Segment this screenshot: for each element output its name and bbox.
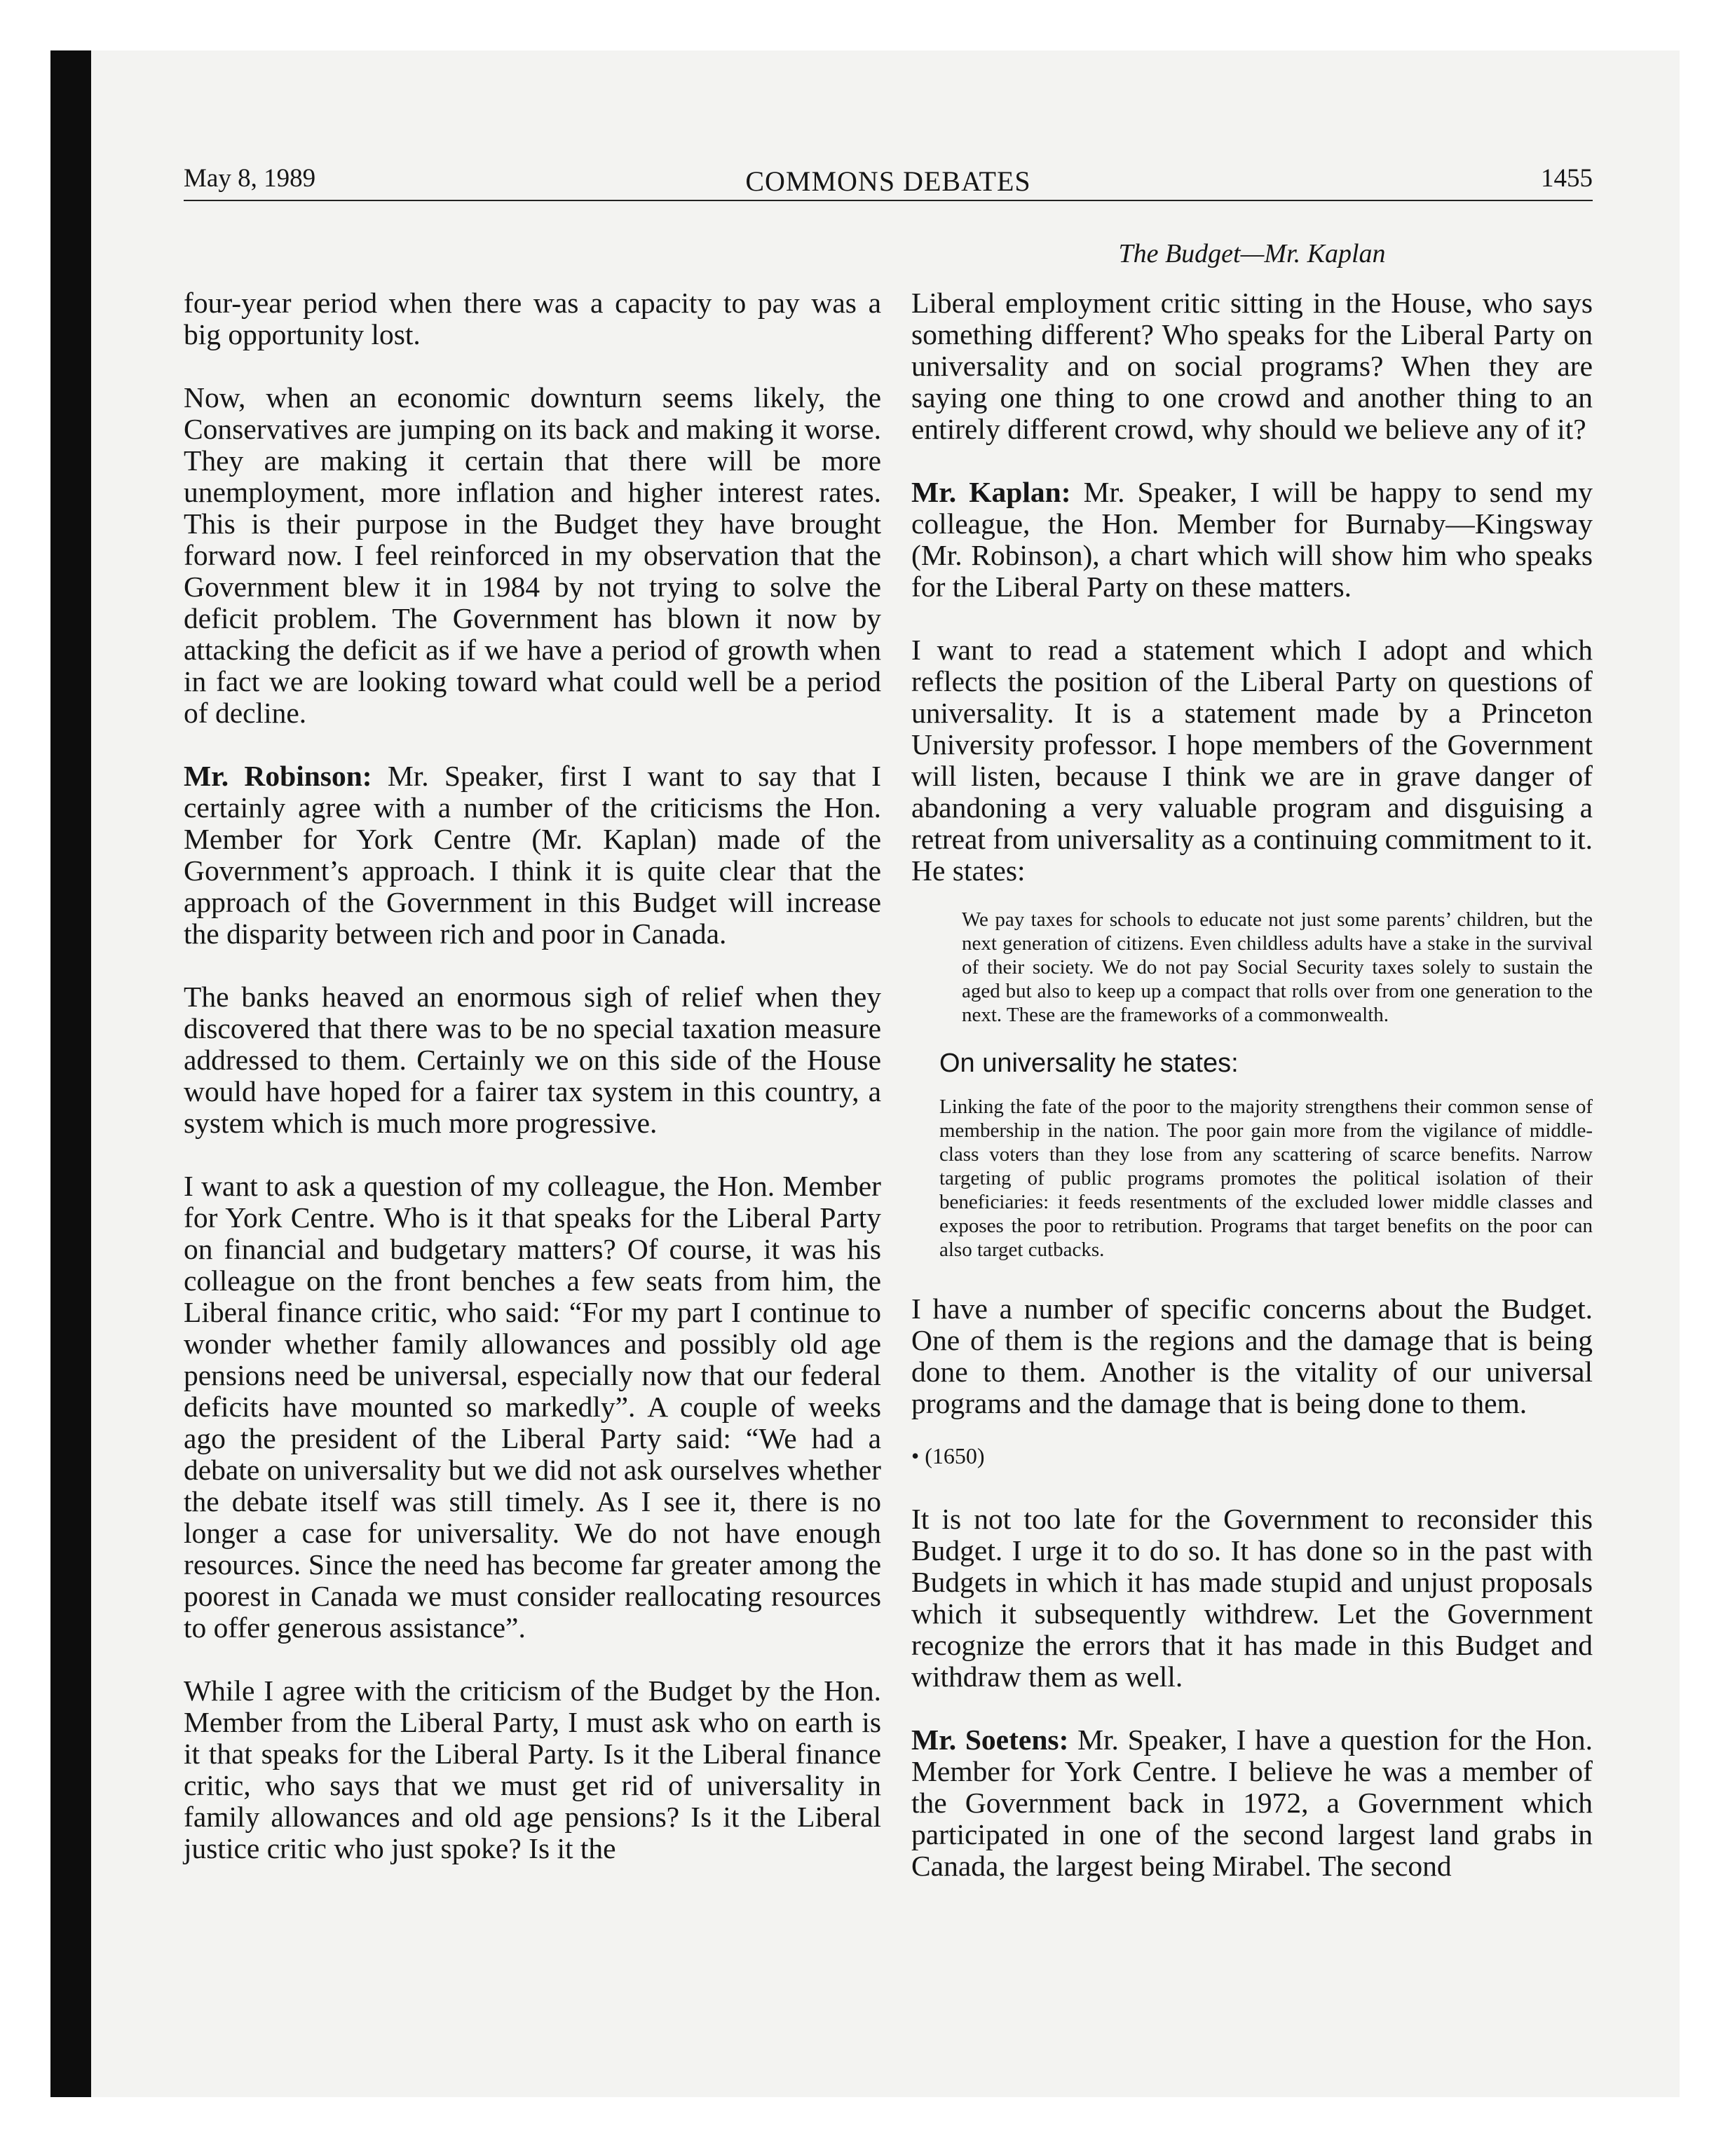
paragraph: Liberal employment critic sitting in the House, who says something different? Who speaks for the Liberal Party on universality and on social programs? When they are saying one thing to one crowd and another thing to an entirely different crowd, why should we believe any of it? bbox=[911, 287, 1593, 445]
speaker-name: Mr. Soetens: bbox=[911, 1724, 1069, 1756]
speech-text: Mr. Speaker, I will be happy to send my colleague, the Hon. Member for Burnaby—Kingsway (Mr. Robinson), a chart which will show him who speaks for the Liberal Party on these matters. bbox=[911, 476, 1593, 603]
paragraph: It is not too late for the Government to reconsider this Budget. I urge it to do so. It has done so in the past with Budgets in which it has made stupid and unjust proposals which it subsequently withdrew. Let the Government recognize the errors that it has made in this Budget and withdraw them as well. bbox=[911, 1503, 1593, 1693]
paragraph: On universality he states: bbox=[939, 1049, 1239, 1078]
left-column bbox=[184, 287, 881, 1864]
page-number: 1455 bbox=[1541, 164, 1593, 193]
paragraph: I want to ask a question of my colleague, the Hon. Member for York Centre. Who is it that speaks for the Liberal Party on financial and budgetary matters? Of course, it was his colleague on the front benches a few seats from him, the Liberal finance critic, who said: “For my part I continue to wonder whether family allowances and possibly old age pensions need be universal, especially now that our federal deficits have mounted so markedly”. A couple of weeks ago the president of the Liberal Party said: “We had a debate on universality but we did not ask ourselves whether the debate itself was still timely. As I see it, there is no longer a case for universality. We do not have enough resources. Since the need has become far greater among the poorest in Canada we must consider reallocating resources to offer generous assistance”. bbox=[184, 1170, 881, 1644]
speech-text: Mr. Speaker, I have a question for the Hon. Member for York Centre. I believe he was a member of the Government back in 1972, a Government which participated in one of the second largest land grabs in Canada, the largest being Mirabel. The second bbox=[911, 1724, 1593, 1882]
speaker-name: Mr. Kaplan: bbox=[911, 476, 1071, 508]
paragraph: I have a number of specific concerns about the Budget. One of them is the regions and the damage that is being done to them. Another is the vitality of our universal programs and the damage that is being done to them. bbox=[911, 1292, 1593, 1419]
paragraph bbox=[184, 760, 881, 950]
paragraph: I want to read a statement which I adopt and which reflects the position of the Liberal Party on questions of universality. It is a statement made by a Princeton University professor. I hope members of the Government will listen, because I think we are in grave danger of abandoning a very valuable program and disguising a retreat from universality as a continuing commitment to it. He states: bbox=[911, 634, 1593, 887]
paragraph: While I agree with the criticism of the Budget by the Hon. Member from the Liberal Party, I must ask who on earth is it that speaks for the Liberal Party. Is it the Liberal finance critic, who says that we must get rid of universality in family allowances and old age pensions? Is it the Liberal justice critic who just spoke? Is it the bbox=[184, 1674, 881, 1864]
header-title: COMMONS DEBATES bbox=[745, 165, 1031, 197]
right-column bbox=[911, 287, 1593, 1882]
paragraph: Now, when an economic downturn seems likely, the Conservatives are jumping on its back and making it worse. They are making it certain that there will be more unemployment, more inflation and higher interest rates. This is their purpose in the Budget they have brought forward now. I feel reinforced in my observation that the Government blew it in 1984 by not trying to solve the deficit problem. The Government has blown it now by attacking the deficit as if we have a period of growth when in fact we are looking toward what could well be a period of decline. bbox=[184, 381, 881, 729]
paragraph bbox=[911, 477, 1593, 603]
time-stamp: • (1650) bbox=[911, 1443, 985, 1468]
scan-binding-edge bbox=[50, 50, 91, 2097]
paragraph bbox=[911, 1724, 1593, 1882]
header-date: May 8, 1989 bbox=[184, 164, 316, 193]
page-header bbox=[184, 156, 1593, 198]
header-rule bbox=[184, 200, 1593, 201]
speech-text: Mr. Speaker, first I want to say that I certainly agree with a number of the criticisms the Hon. Member for York Centre (Mr. Kaplan) made of the Government’s approach. I think it is quite clear that the approach of the Government in this Budget will increase the disparity between rich and poor in Canada. bbox=[184, 760, 881, 950]
paragraph: The banks heaved an enormous sigh of relief when they discovered that there was to be no special taxation measure addressed to them. Certainly we on this side of the House would have hoped for a fairer tax system in this country, a system which is much more progressive. bbox=[184, 981, 881, 1139]
block-quote: Linking the fate of the poor to the majority strengthens their common sense of membership in the nation. The poor gain more from the vigilance of middle-class voters than they lose from any scattering of scarce benefits. Narrow targeting of public programs promotes the political isolation of their beneficiaries: it feeds resentments of the excluded lower middle classes and exposes the poor to retribution. Programs that target benefits on the poor can also target cutbacks. bbox=[939, 1096, 1593, 1261]
speaker-name: Mr. Robinson: bbox=[184, 760, 372, 792]
paragraph: four-year period when there was a capacity to pay was a big opportunity lost. bbox=[184, 287, 881, 350]
running-head: The Budget—Mr. Kaplan bbox=[1118, 239, 1386, 268]
block-quote: We pay taxes for schools to educate not just some parents’ children, but the next generation of citizens. Even childless adults have a stake in the survival of their society. We do not pay Social Security taxes solely to sustain the aged but also to keep up a compact that rolls over from one generation to the next. These are the frameworks of a commonwealth. bbox=[962, 908, 1593, 1026]
